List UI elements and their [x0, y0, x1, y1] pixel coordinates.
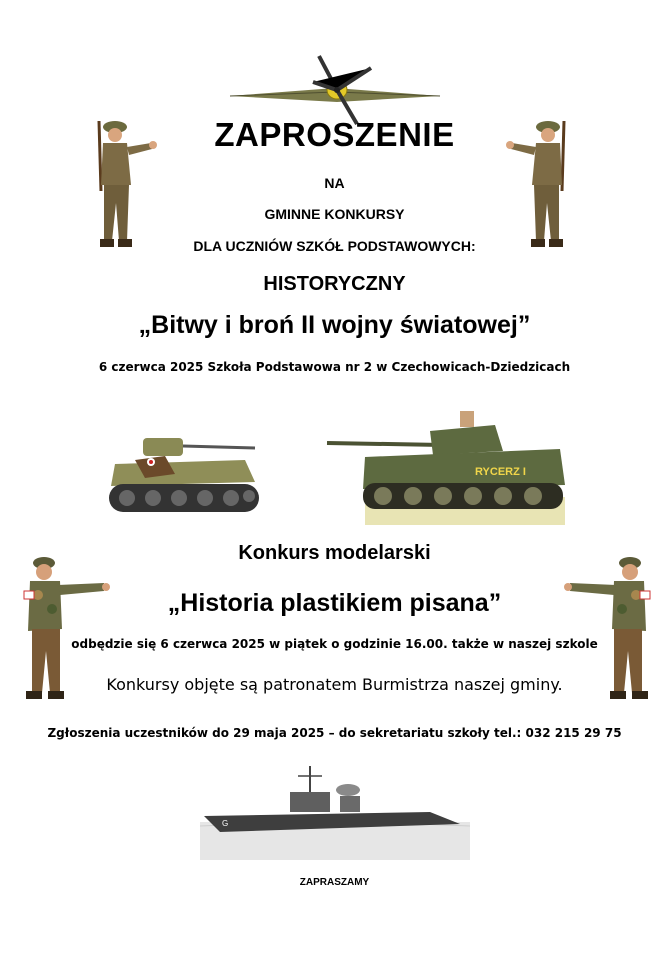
audience-line: DLA UCZNIÓW SZKÓŁ PODSTAWOWYCH:: [193, 238, 476, 254]
insurgent-icon: [566, 555, 656, 703]
insurgent-icon: [18, 555, 108, 703]
sherman-tank-icon: [325, 385, 570, 525]
model-heading: Konkurs modelarski: [238, 542, 431, 564]
airplane-icon: [225, 52, 445, 122]
model-details: odbędzie się 6 czerwca 2025 w piątek o godzinie 16.00. także w naszej szkole: [71, 637, 598, 651]
model-theme: „Historia plastikiem pisana”: [167, 589, 502, 617]
patronage-line: Konkursy objęte są patronatem Burmistrza naszej gminy.: [106, 675, 563, 694]
na-label: NA: [324, 175, 345, 191]
tankette-icon: [105, 430, 265, 520]
contests-line: GMINNE KONKURSY: [264, 206, 405, 222]
historical-heading: HISTORYCZNY: [263, 273, 406, 295]
historical-theme: „Bitwy i broń II wojny światowej”: [138, 311, 531, 339]
invitation-title: ZAPROSZENIE: [214, 116, 455, 153]
historical-details: 6 czerwca 2025 Szkoła Podstawowa nr 2 w Czechowicach-Dziedzicach: [98, 360, 571, 374]
svg-text:G: G: [222, 819, 229, 828]
destroyer-ship-icon: [200, 762, 470, 860]
registration-line: Zgłoszenia uczestników do 29 maja 2025 – do sekretariatu szkoły tel.: 032 215 29 75: [47, 726, 622, 740]
tank-label: RYCERZ I: [475, 466, 526, 478]
closing-text: ZAPRASZAMY: [299, 877, 370, 888]
